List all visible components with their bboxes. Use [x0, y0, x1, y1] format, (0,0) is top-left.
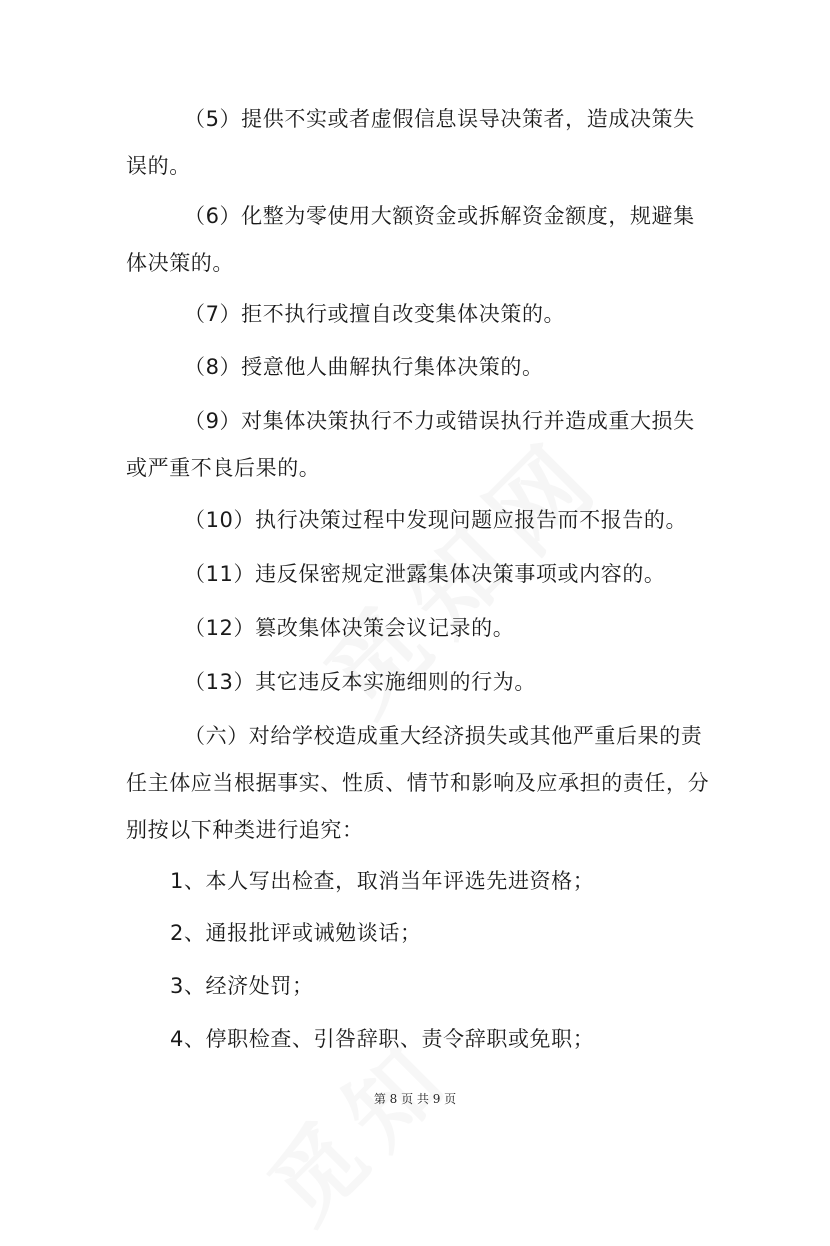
paragraph-section-six: （六）对给学校造成重大经济损失或其他严重后果的责任主体应当根据事实、性质、情节和影响及应承担的责任，分别按以下种类进行追究： [126, 724, 710, 842]
paragraph-item-8: （8）授意他人曲解执行集体决策的。 [184, 355, 544, 379]
paragraph-item-13: （13）其它违反本实施细则的行为。 [184, 670, 536, 694]
paragraph-item-9: （9）对集体决策执行不力或错误执行并造成重大损失或严重不良后果的。 [126, 409, 695, 480]
list-item-4: 4、停职检查、引咎辞职、责令辞职或免职； [170, 1027, 595, 1051]
list-item-3: 3、经济处罚； [170, 974, 314, 998]
paragraph-item-6: （6）化整为零使用大额资金或拆解资金额度，规避集体决策的。 [126, 204, 695, 275]
list-item-2: 2、通报批评或诫勉谈话； [170, 921, 422, 945]
paragraph-item-7: （7）拒不执行或擅自改变集体决策的。 [184, 302, 566, 326]
paragraph-item-5: （5）提供不实或者虚假信息误导决策者，造成决策失误的。 [126, 107, 695, 178]
paragraph-item-10: （10）执行决策过程中发现问题应报告而不报告的。 [184, 508, 688, 532]
paragraph-item-12: （12）篡改集体决策会议记录的。 [184, 616, 515, 640]
paragraph-item-11: （11）违反保密规定泄露集体决策事项或内容的。 [184, 562, 666, 586]
page-footer: 第 8 页 共 9 页 [373, 1092, 457, 1106]
list-item-1: 1、本人写出检查，取消当年评选先进资格； [170, 869, 595, 893]
